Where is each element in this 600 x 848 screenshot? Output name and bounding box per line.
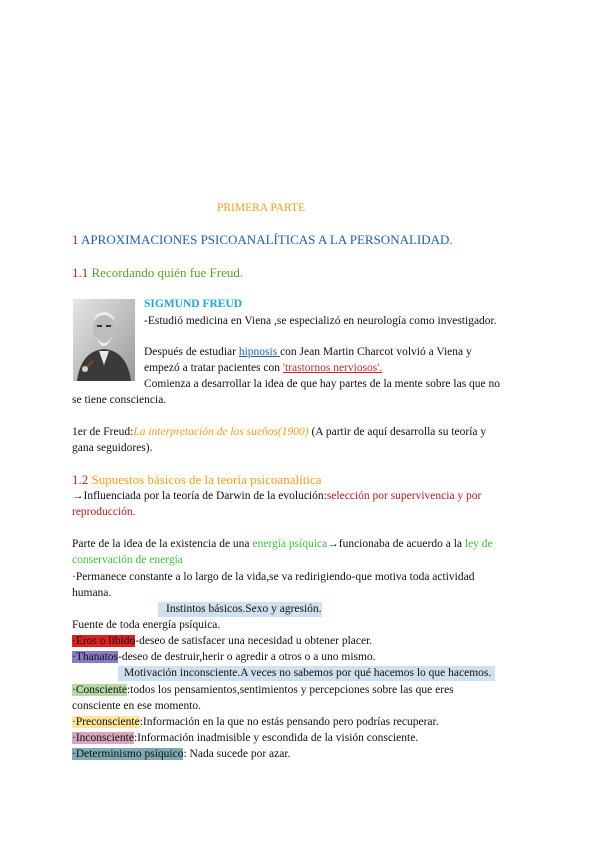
freud-name: SIGMUND FREUD [144,298,243,310]
instintos-heading: Instintos básicos.Sexo y agresión. [158,602,322,617]
section-1-heading [72,232,453,247]
section-number: 1 [72,232,79,247]
consciente-line-2: consciente en ese momento. [72,700,202,712]
energia-line-4: humana. [72,587,112,599]
energia-line-3: ·Permanece constante a lo largo de la vida,se va redirigiendo-que motiva toda actividad [72,571,475,583]
consciente-label: ·Consciente [72,684,127,696]
inconsciente-line: ·Inconsciente:Información inadmisible y escondida de la visión consciente. [72,732,419,744]
energia-line-1: Parte de la idea de la existencia de una energía psíquica→funcionaba de acuerdo a la ley de [72,538,493,550]
preconsciente-label: ·Preconsciente [72,716,140,728]
darwin-line-1: →Influenciada por la teoría de Darwin de la evolución:selección por supervivencia y por [72,490,482,502]
preconsciente-line: ·Preconsciente:Información en la que no estás pensando pero podrías recuperar. [72,716,439,728]
motivacion-heading: Motivación inconsciente.A veces no sabemos por qué hacemos lo que hacemos. [118,666,495,681]
section-title: Supuestos básicos de la teoría psicoanalítica [88,472,322,487]
fuente-line: Fuente de toda energía psíquica. [72,619,221,631]
section-title: Recordando quién fue Freud. [88,265,244,280]
libro-title: La interpretación de los sueños(1900) [133,426,309,438]
eros-line: ·Eros o libido-deseo de satisfacer una necesidad u obtener placer. [72,635,373,647]
thanatos-label: ·Thanatos [72,651,118,663]
libro-line-2: gana seguidores). [72,442,153,454]
section-number: 1.2 [72,472,89,487]
section-title: APROXIMACIONES PSICOANALÍTICAS A LA PERSONALIDAD. [78,232,453,247]
energia-line-2: conservación de energía [72,554,183,566]
eros-label: ·Eros o libido [72,635,136,647]
determinismo-line: ·Determinismo psíquico: Nada sucede por azar. [72,748,291,760]
freud-line-1: -Estudió medicina en Viena ,se especializó en neurología como investigador. [144,315,497,327]
determinismo-label: ·Determinismo psíquico [72,748,184,760]
inconsciente-label: ·Inconsciente [72,732,134,744]
section-1-2-heading [72,472,321,487]
libro-line-1: 1er de Freud:La interpretación de los sueños(1900) (A partir de aquí desarrolla su teoría y [72,426,487,438]
hipnosis-link[interactable]: hipnosis [238,346,281,358]
freud-portrait-image [73,299,135,381]
thanatos-line: ·Thanatos-deseo de destruir,herir o agredir a otros o a uno mismo. [72,651,376,663]
section-number: 1.1 [72,265,89,280]
freud-line-2: Después de estudiar hipnosis con Jean Martin Charcot volvió a Viena y [144,346,472,358]
freud-line-4: Comienza a desarrollar la idea de que hay partes de la mente sobre las que no [144,378,501,390]
darwin-line-2: reproducción. [72,506,136,518]
consciente-line: ·Consciente:todos los pensamientos,sentimientos y percepciones sobre las que eres [72,684,454,696]
trastornos-link[interactable]: 'trastornos nerviosos'. [282,362,383,374]
part-title: PRIMERA PARTE [216,202,306,214]
freud-line-3: empezó a tratar pacientes con 'trastornos nerviosos'. [144,362,383,374]
section-1-1-heading [72,265,243,280]
freud-line-5: se tiene consciencia. [72,394,167,406]
